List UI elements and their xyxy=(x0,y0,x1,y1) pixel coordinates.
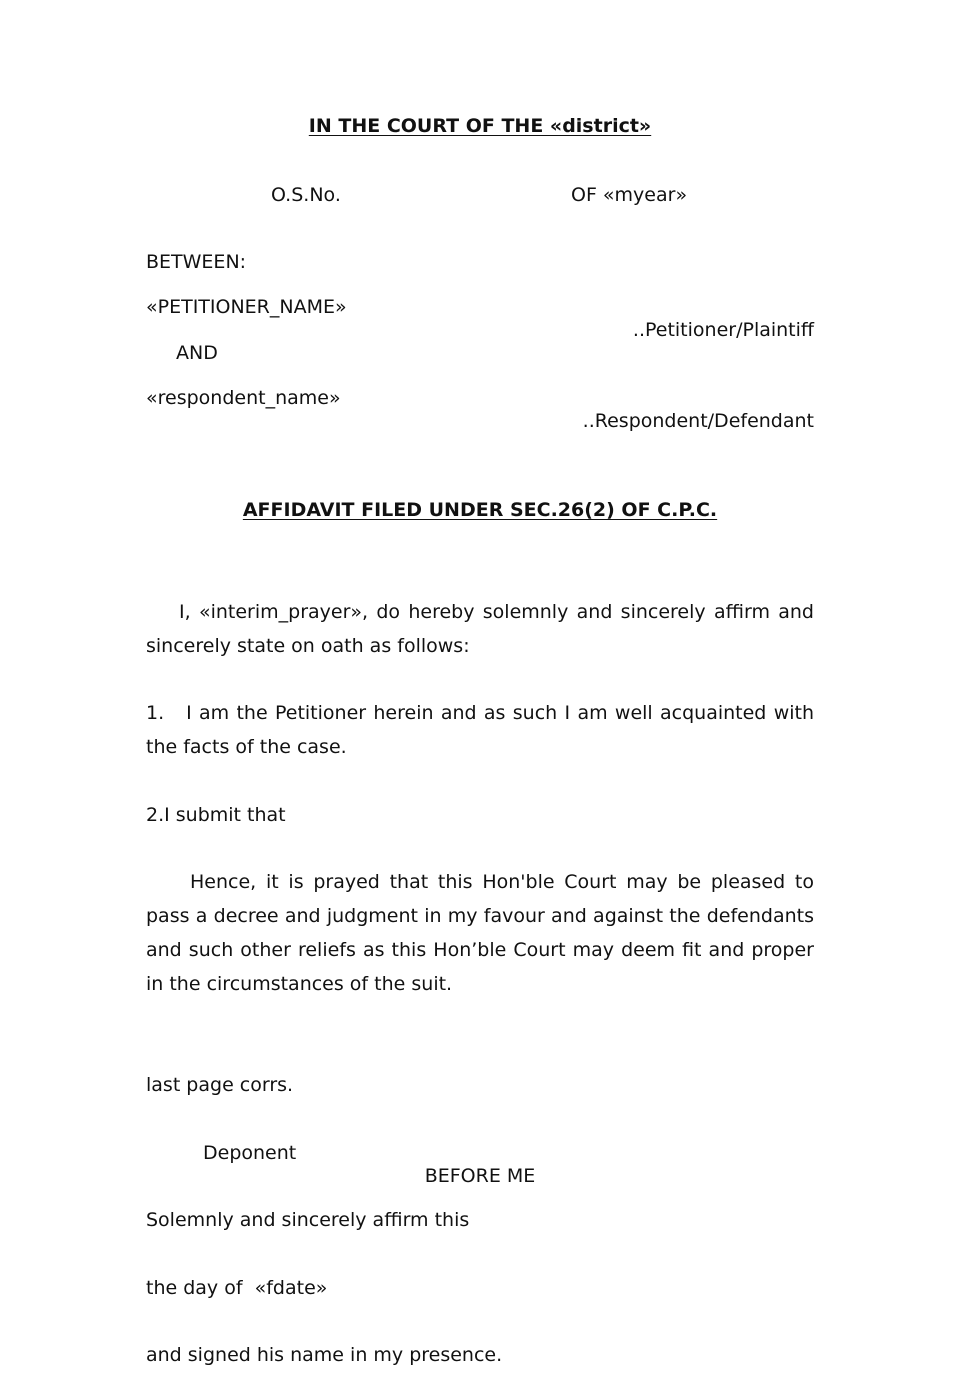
between-label: BETWEEN: xyxy=(146,251,247,273)
respondent-role: ..Respondent/Defendant xyxy=(582,410,814,432)
signature-block xyxy=(146,1029,502,1389)
and-label: AND xyxy=(176,342,218,364)
respondent-name: «respondent_name» xyxy=(146,387,341,409)
case-number-label: O.S.No. xyxy=(271,184,341,206)
deponent-label: Deponent xyxy=(203,1141,297,1164)
signed-line: and signed his name in my presence. xyxy=(146,1344,503,1366)
paragraph-1: 1. I am the Petitioner herein and as such I am well acquainted with the facts of the case. xyxy=(146,702,821,758)
case-year-label: OF «myear» xyxy=(571,184,688,206)
before-me-label: BEFORE ME xyxy=(424,1165,536,1187)
prayer-paragraph: Hence, it is prayed that this Hon'ble Court may be pleased to pass a decree and judgment in my favour and against the defendants and such other reliefs as this Hon’ble Court may deem fit and proper in the circumstances of the suit. xyxy=(146,871,814,995)
petitioner-name: «PETITIONER_NAME» xyxy=(146,296,347,318)
paragraph-2: 2.I submit that xyxy=(146,804,286,826)
affidavit-title: AFFIDAVIT FILED UNDER SEC.26(2) OF C.P.C. xyxy=(242,499,718,521)
affirm-line: Solemnly and sincerely affirm this xyxy=(146,1209,470,1231)
intro-paragraph: I, «interim_prayer», do hereby solemnly and sincerely affirm and sincerely state on oath as follows: xyxy=(146,601,814,657)
court-title: IN THE COURT OF THE «district» xyxy=(308,115,652,137)
last-page-note: last page corrs. xyxy=(146,1074,294,1096)
date-line: the day of «fdate» xyxy=(146,1276,328,1299)
petitioner-role: ..Petitioner/Plaintiff xyxy=(632,319,814,341)
